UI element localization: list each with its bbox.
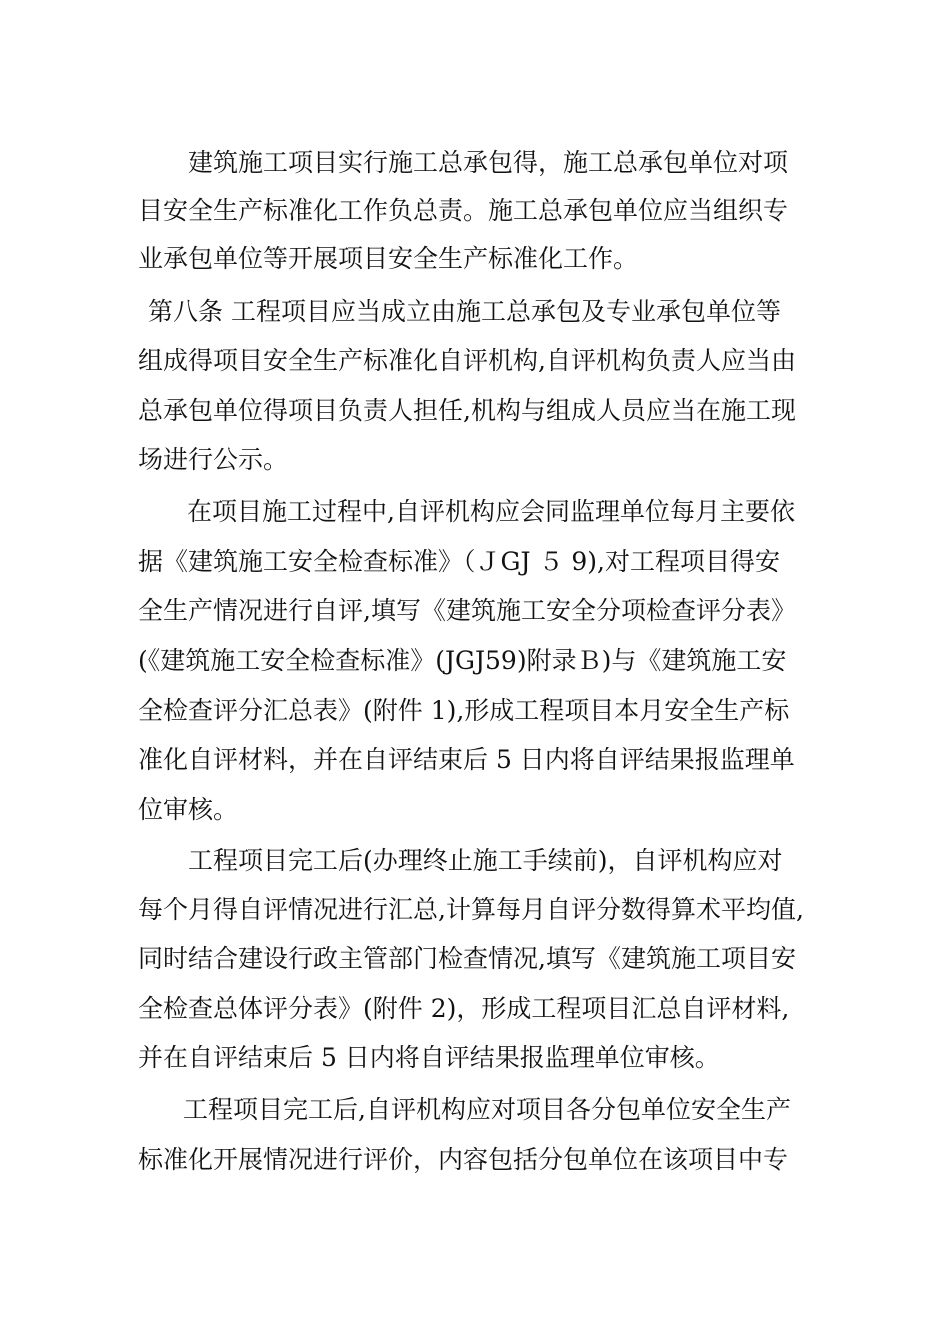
text-line: 并在自评结束后 5 日内将自评结果报监理单位审核。	[138, 1043, 720, 1072]
text-line: 目安全生产标准化工作负总责。施工总承包单位应当组织专	[138, 196, 789, 225]
text-line: 全生产情况进行自评,填写《建筑施工安全分项检查评分表》	[138, 596, 796, 625]
text-line: 同时结合建设行政主管部门检查情况,填写《建筑施工项目安	[138, 944, 796, 973]
text-line: 场进行公示。	[138, 445, 289, 474]
text-line: 据《建筑施工安全检查标准》（ＪGJ ５ 9),对工程项目得安	[138, 547, 780, 576]
text-line: 位审核。	[138, 795, 239, 824]
text-line: 建筑施工项目实行施工总承包得，施工总承包单位对项	[188, 148, 789, 177]
text-line: (《建筑施工安全检查标准》(JGJ59)附录Ｂ)与《建筑施工安	[138, 646, 787, 675]
text-line: 组成得项目安全生产标准化自评机构,自评机构负责人应当由	[138, 346, 796, 375]
text-line: 全检查评分汇总表》(附件 1),形成工程项目本月安全生产标	[138, 696, 790, 725]
text-line: 工程项目完工后,自评机构应对项目各分包单位安全生产	[183, 1095, 791, 1124]
text-line: 工程项目完工后(办理终止施工手续前)，自评机构应对	[188, 846, 783, 875]
text-line: 标准化开展情况进行评价，内容包括分包单位在该项目中专	[138, 1145, 789, 1174]
text-line: 总承包单位得项目负责人担任,机构与组成人员应当在施工现	[138, 396, 796, 425]
text-line: 全检查总体评分表》(附件 2)，形成工程项目汇总自评材料,	[138, 994, 790, 1023]
text-line: 每个月得自评情况进行汇总,计算每月自评分数得算术平均值,	[138, 895, 804, 924]
text-line: 准化自评材料，并在自评结束后 5 日内将自评结果报监理单	[138, 745, 795, 774]
text-line: 业承包单位等开展项目安全生产标准化工作。	[138, 244, 639, 273]
text-line: 第八条 工程项目应当成立由施工总承包及专业承包单位等	[148, 297, 781, 326]
text-line: 在项目施工过程中,自评机构应会同监理单位每月主要依	[187, 497, 795, 526]
